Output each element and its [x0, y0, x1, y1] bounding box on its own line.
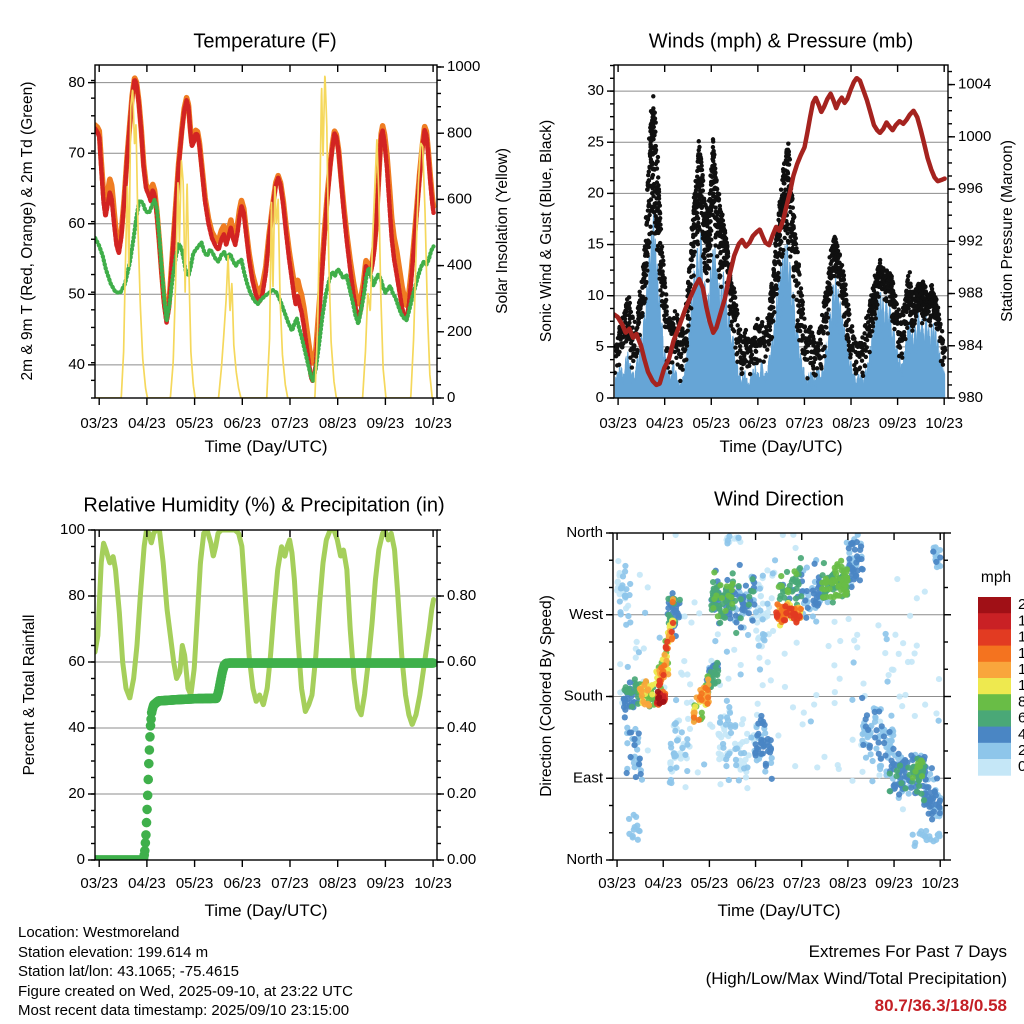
- wind-xaxis-label: Time (Day/UTC): [719, 437, 843, 456]
- footer-created: Figure created on Wed, 2025-09-10, at 23:22 UTC: [18, 982, 353, 1000]
- winddir-xaxis-label: Time (Day/UTC): [717, 901, 841, 920]
- colorbar-title: mph: [980, 569, 1012, 586]
- temp-yaxis-right-label: Solar Insolation (Yellow): [494, 148, 511, 314]
- winddir-yaxis-left-label: Direction (Colored By Speed): [538, 595, 555, 797]
- rh-yaxis-left-label: Percent & Total Rainfall: [21, 614, 38, 776]
- extremes-title: Extremes For Past 7 Days: [808, 942, 1007, 961]
- winddir-panel-title: Wind Direction: [713, 488, 845, 511]
- wind-panel-title: Winds (mph) & Pressure (mb): [648, 30, 914, 53]
- footer-elevation: Station elevation: 199.614 m: [18, 943, 209, 961]
- footer-latlon: Station lat/lon: 43.1065; -75.4615: [18, 963, 240, 980]
- footer-location: Location: Westmoreland: [18, 924, 180, 941]
- extremes-subtitle: (High/Low/Max Wind/Total Precipitation): [705, 969, 1007, 988]
- rh-xaxis-label: Time (Day/UTC): [204, 901, 328, 920]
- extremes-block: [706, 938, 1007, 1019]
- temp-yaxis-left-label: 2m & 9m T (Red, Orange) & 2m Td (Green): [19, 81, 36, 381]
- extremes-values: 80.7/36.3/18/0.58: [874, 996, 1007, 1015]
- wind-yaxis-right-label: Station Pressure (Maroon): [999, 140, 1016, 322]
- temp-panel-title: Temperature (F): [193, 30, 337, 53]
- rh-panel-title: Relative Humidity (%) & Precipitation (in): [83, 494, 445, 517]
- temp-xaxis-label: Time (Day/UTC): [204, 437, 328, 456]
- wind-yaxis-left-label: Sonic Wind & Gust (Blue, Black): [538, 119, 555, 343]
- station-footer: [18, 923, 353, 1021]
- footer-timestamp: Most recent data timestamp: 2025/09/10 23:15:00: [18, 1002, 350, 1019]
